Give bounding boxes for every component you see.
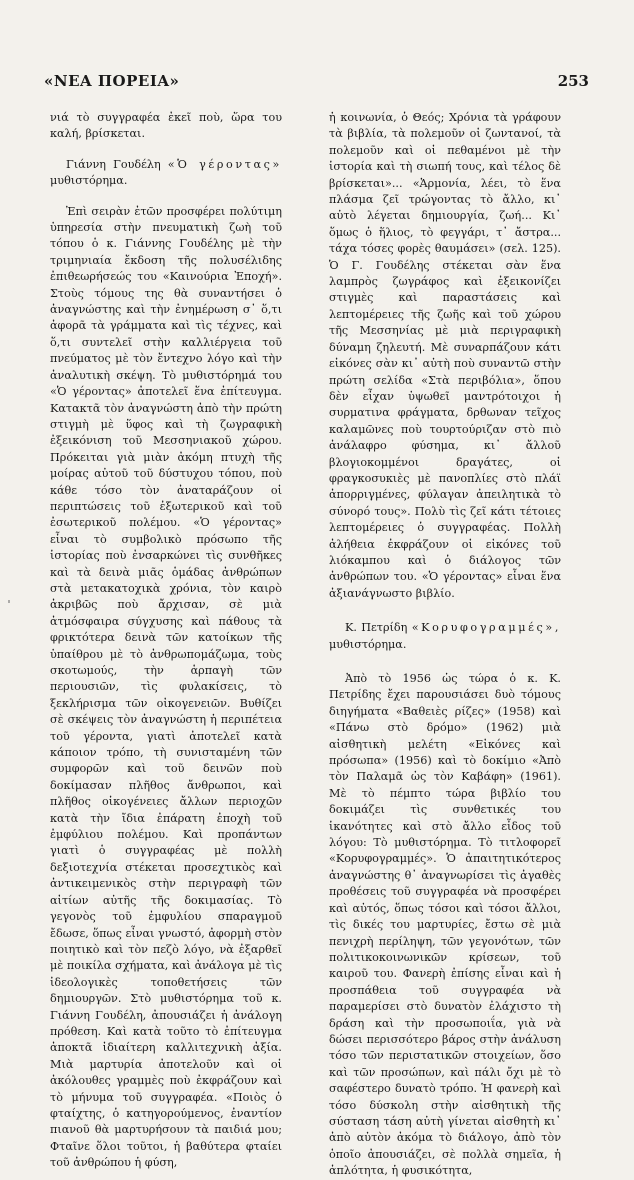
margin-speck xyxy=(8,600,10,603)
paragraph-continuation: νιά τὸ συγγραφέα ἐκεῖ ποὺ, ὥρα του καλή, βρίσκεται. xyxy=(50,111,282,141)
page-number: 253 xyxy=(557,72,589,90)
review-book-title: «Ὁ γέροντας» xyxy=(167,157,282,171)
page-header xyxy=(44,72,589,96)
review-author: Κ. Πετρίδη xyxy=(345,621,408,635)
review-heading-goudelis xyxy=(50,157,282,190)
left-column xyxy=(50,110,282,1172)
review-author: Γιάννη Γουδέλη xyxy=(66,157,161,171)
review-body-goudelis-cont: ἡ κοινωνία, ὁ Θεός; Χρόνια τὰ γράφουν τὰ βιβλία, τὰ πολεμοῦν οἱ ζωντανοί, τὰ πολεμοῦν καὶ οἱ πεθαμένοι μὲ τὴν ἱστορία καὶ τὴ σιωπή τους, καὶ τέλος δὲ βρίσκεται»... «Ἁρμονία, λέει, τὸ ἕνα πλάσμα ζεῖ τρώγοντας τὸ ἄλλο, κι᾿ αὐτὸ λέγεται δημιουργία, ζωή... Κι᾿ ὅμως ὁ ἥλιος, τὸ φεγγάρι, τ᾿ ἄστρα... τάχα τόσες φορὲς θαυμάσει» (σελ. 125). Ὁ Γ. Γουδέλης στέκεται σὰν ἕνα λαμπρὸς ζωγράφος καὶ ἐξεικονίζει στιγμὲς καὶ παραστάσεις καὶ λεπτομέρειες τῆς ζωῆς καὶ τοῦ χώρου τῆς Μεσσηνίας μὲ μιὰ περιγραφικὴ δύναμη ζηλευτή. Μὲ συναρπάζουν κάτι εἰκόνες σὰν κι᾿ αὐτὴ ποὺ συναντῶ στὴν πρώτη σελίδα «Στὰ περιβόλια», ὅπου δὲν εἶχαν ὑψωθεῖ μαντρότοιχοι ἡ συρματινα φράγματα, δρθωναν τεῖχος καλαμῶνες ποὺ τουρτούριζαν στὸ πιὸ ἀνάλαφρο φύσημα, κι᾿ ἄλλοῦ βλογιοκομμένοι δραγάτες, οἱ φραγκοσυκιὲς μὲ πανοπλίες στὸ πλάϊ ἀπορριγμένες, φύλαγαν ἀπειλητικὰ τὸ σύνορό τους». Πολὺ τὶς ζεῖ κάτι τέτοιες λεπτομέρειες ὁ συγγραφέας. Πολλὴ ἀλήθεια ἐκφράζουν οἱ εἰκόνες τοῦ λιόκαμπου καὶ ὁ διάλογος τῶν ἀνθρώπων του. «Ὁ γέροντας» εἶναι ἕνα ἀξιανάγνωστο βιβλίο. xyxy=(329,111,561,600)
review-body-goudelis: Ἐπὶ σειρὰν ἐτῶν προσφέρει πολύτιμη ὑπηρεσία στὴν πνευματικὴ ζωὴ τοῦ τόπου ὁ κ. Γιάννης Γουδέλης μὲ τὴν τριμηνιαία ἔκδοση τῆς πολυσέλιδης ἐπιθεωρήσεώς του «Καινούρια Ἐποχή». Στοὺς τόμους της θὰ συναντήσει ὁ ἀναγνώστης καὶ τὴν ἐνημέρωση σ᾿ ὅ,τι ἀφορᾶ τὰ γράμματα καὶ τὶς τέχνες, καὶ ὅ,τι συντελεῖ στὴν καλλιέργεια τοῦ πνεύματος μὲ τὸν ἔντεχνο λόγο καὶ τὴν ἀναλυτικὴ σκέψη. Τὸ μυθιστόρημά του «Ὁ γέροντας» ἀποτελεῖ ἕνα ἐπίτευγμα. Κατακτᾶ τὸν ἀναγνώστη ἀπὸ τὴν πρώτη στιγμὴ μὲ ὕφος καὶ τὴ ζωγραφικὴ ἐξεικόνιση τοῦ Μεσσηνιακοῦ χώρου. Πρόκειται γιὰ μιὰν ἀκόμη πτυχὴ τῆς μοίρας αὐτοῦ τοῦ δύστυχου τόπου, ποὺ κάθε τόσο τὸν ἀναταράζουν οἱ περιπτώσεις τοῦ ἐξωτερικοῦ καὶ τοῦ ἐσωτερικοῦ πολέμου. «Ὁ γέροντας» εἶναι τὸ συμβολικὸ πρόσωπο τῆς ἱστορίας ποὺ ἐνσαρκώνει τὶς συνθῆκες καὶ τὰ δεινὰ μιᾶς ὁμάδας ἀνθρώπων στὰ μετακατοχικὰ χρόνια, τὸν καιρὸ ἀκριβῶς ποὺ ἄρχισαν, σὲ μιὰ ἀτμόσφαιρα σύγχυσης καὶ πάθους τὰ φρικτότερα δεινὰ τῶν κατοίκων τῆς ὑπαίθρου μὲ τὸ ἀνθρωπομάζωμα, τοὺς σκοτωμούς, τὴν ἁρπαγὴ τῶν περιουσιῶν, τὶς φυλακίσεις, τὸ ξεκλήρισμα τῶν οἰκογενειῶν. Βυθίζει σὲ σκέψεις τὸν ἀναγνώστη ἡ περιπέτεια τοῦ γέροντα, γιατὶ ἀποτελεῖ κατὰ κάποιον τρόπο, τὴ συνισταμένη τῶν συμφορῶν καὶ τοῦ δεινῶν ποὺ δοκίμασαν πλῆθος ἄνθρωποι, καὶ πλῆθος οἰκογένειες ἄλλων περιοχῶν κατὰ τὴν ἴδια ἐπάρατη ἐποχὴ τοῦ ἐμφύλιου πολέμου. Καὶ προπάντων γιατὶ ὁ συγγραφέας μὲ πολλὴ δεξιοτεχνία στέκεται προσεχτικὸς καὶ ἀντικειμενικὸς στὴν περιγραφὴ τῶν αἰτίων αὐτῆς τῆς δοκιμασίας. Τὸ γεγονὸς τοῦ ἐμφυλίου σπαραγμοῦ ἔδωσε, ὅπως εἶναι γνωστό, ἀφορμὴ στὸν ποιητικὸ καὶ τὸν πεζὸ λόγο, νὰ ἐξαρθεῖ μὲ ποικίλα σχήματα, καὶ ἀνάλογα μὲ τὶς ἰδεολογικὲς τοποθετήσεις τῶν δημιουργῶν. Στὸ μυθιστόρημα τοῦ κ. Γιάννη Γουδέλη, ἀπουσιάζει ἡ ἀνάλογη πρόθεση. Καὶ κατὰ τοῦτο τὸ ἐπίτευγμα ἀποκτᾶ ἰδιαίτερη καλλιτεχνικὴ ἀξία. Μιὰ μαρτυρία ἀποτελοῦν καὶ οἱ ἀκόλουθες γραμμὲς ποὺ ἐκφράζουν καὶ τὸ μήνυμα τοῦ συγγραφέα. «Ποιὸς ὁ φταίχτης, ὁ κατηγορούμενος, ἐναντίον πιανοῦ θὰ μαρτυρήσουν τὰ παιδιά μου; Φταῖνε ὅλοι τοῦτοι, ἡ βαθύτερα φταίει τοῦ ἀνθρώπου ἡ φύση, xyxy=(50,204,282,1170)
review-genre: μυθιστόρημα. xyxy=(329,637,407,651)
review-heading-petridis xyxy=(329,620,561,653)
right-column xyxy=(329,110,561,1180)
review-book-title: «Κορυφογραμμές», xyxy=(411,621,561,635)
review-body-petridis: Ἀπὸ τὸ 1956 ὡς τώρα ὁ κ. Κ. Πετρίδης ἔχει παρουσιάσει δυὸ τόμους διηγήματα «Βαθειὲς ρίζες» (1958) καὶ «Πάνω στὸ δρόμο» (1962) μιὰ αἰσθητικὴ μελέτη «Εἰκόνες καὶ πρόσωπα» (1956) καὶ τὸ δοκίμιο «Ἀπὸ τὸν Παλαμᾶ ὡς τὸν Καβάφη» (1961). Μὲ τὸ πέμπτο τώρα βιβλίο του δοκιμάζει τὶς συνθετικές του ἱκανότητες καὶ στὸ ἄλλο εἶδος τοῦ λόγου: Τὸ μυθιστόρημα. Τὸ τιτλοφορεῖ «Κορυφογραμμές». Ὁ ἀπαιτητικότερος ἀναγνώστης θ᾿ ἀναγνωρίσει τὶς ἀγαθὲς προθέσεις τοῦ συγγραφέα νὰ προσφέρει καὶ αὐτός, ὅπως τόσοι καὶ τόσοι ἄλλοι, τὶς δικές του μαρτυρίες, ἔστω σὲ μιὰ πενιχρὴ περίληψη, τῶν γεγονότων, τῶν πολιτικοκοινωνικῶν κρίσεων, τοῦ καιροῦ του. Φανερὴ ἐπίσης εἶναι καὶ ἡ προσπάθεια τοῦ συγγραφέα νὰ παραμερίσει στὸ δυνατὸν ἐλάχιστο τὴ δράση καὶ τὴν προσωποιΐα, γιὰ νὰ δώσει περισσότερο βάρος στὴν ἀνάλυση τόσο τῶν περιστατικῶν στοιχείων, ὅσο καὶ τῶν προσώπων, καὶ πάλι ὄχι μὲ τὸ σαφέστερο δυνατὸ τρόπο. Ἡ φανερὴ καὶ τόσο δύσκολη στὴν αἰσθητικὴ τῆς σύσταση τάση αὐτὴ γίνεται αἰσθητὴ κι᾿ ἀπὸ αὐτὸν ἀκόμα τὸ διάλογο, ἀπὸ τὸν ὁποῖο ἀπουσιάζει, σὲ πολλὰ σημεῖα, ἡ ἁπλότητα, ἡ φυσικότητα, xyxy=(329,672,561,1178)
journal-title: «ΝΕΑ ΠΟΡΕΙΑ» xyxy=(44,72,180,90)
review-genre: μυθιστόρημα. xyxy=(50,174,128,188)
